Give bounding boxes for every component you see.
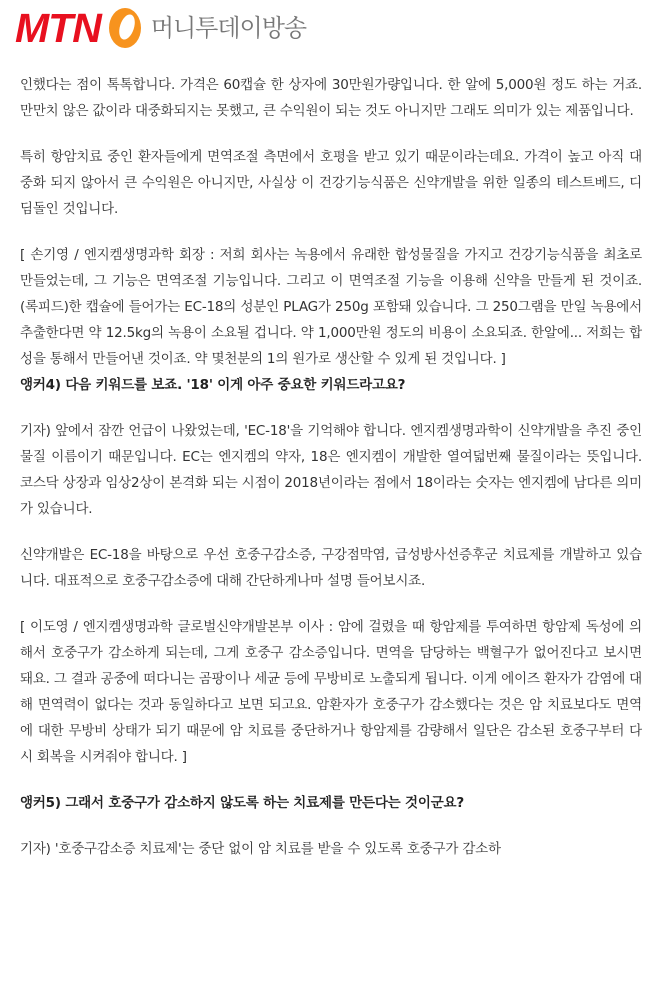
interview-quote: [ 이도영 / 엔지켐생명과학 글로벌신약개발본부 이사 : 암에 걸렸을 때 항암제를 투여하면 항암제 독성에 의해서 호중구가 감소하게 되는데, 그게 호중구 감소증입니다. 면역을 담당하는 백혈구가 없어진다고 보시면 돼요. 그 결과 공중에 떠다니는 곰팡이나 세균 등에 무방비로 노출되게 됩니다. 이게 에이즈 환자가 감염에 대해 면역력이 없다는 것과 동일하다고 보면 되고요. 암환자가 호중구가 감소했다는 것은 암 치료보다도 면역에 대한 무방비 상태가 되기 때문에 암 치료를 중단하거나 항암제를 감량해서 일단은 감소된 호중구부터 다시 회복을 시켜줘야 합니다. ] xyxy=(20,619,642,765)
article-body xyxy=(20,72,642,862)
article-paragraph: 신약개발은 EC-18을 바탕으로 우선 호중구감소증, 구강점막염, 급성방사선증후군 치료제를 개발하고 있습니다. 대표적으로 호중구감소증에 대해 간단하게나마 설명 들어보시죠. xyxy=(20,547,642,589)
article-paragraph: 인했다는 점이 톡톡합니다. 가격은 60캡슐 한 상자에 30만원가량입니다. 한 알에 5,000원 정도 하는 거죠. 만만치 않은 값이라 대중화되지는 못했고, 큰 수익원이 되는 것도 아니지만 그래도 의미가 있는 제품입니다. xyxy=(20,77,642,119)
interview-quote: [ 손기영 / 엔지켐생명과학 회장 : 저희 회사는 녹용에서 유래한 합성물질을 가지고 건강기능식품을 최초로 만들었는데, 그 기능은 면역조절 기능입니다. 그리고 이 면역조절 기능을 이용해 신약을 만들게 된 것이죠. (록피드)한 캡슐에 들어가는 EC-18의 성분인 PLAG가 250g 포함돼 있습니다. 그 250그램을 만일 녹용에서 추출한다면 약 12.5kg의 녹용이 소요될 겁니다. 약 1,000만원 정도의 비용이 소요되죠. 한알에... 저희는 합성을 통해서 만들어낸 것이죠. 약 몇천분의 1의 원가로 생산할 수 있게 된 것입니다. ] xyxy=(20,247,642,367)
logo-mtn-text: MTN xyxy=(15,5,101,51)
article-paragraph: 기자) '호중구감소증 치료제'는 중단 없이 암 치료를 받을 수 있도록 호중구가 감소하 xyxy=(20,841,501,857)
logo-ring-icon xyxy=(105,6,145,50)
anchor-question: 앵커4) 다음 키워드를 보죠. '18' 이게 아주 중요한 키워드라고요? xyxy=(20,377,406,393)
logo-korean-text: 머니투데이방송 xyxy=(150,14,307,42)
article-paragraph: 특히 항암치료 중인 환자들에게 면역조절 측면에서 호평을 받고 있기 때문이라는데요. 가격이 높고 아직 대중화 되지 않아서 큰 수익원은 아니지만, 사실상 이 건강기능식품은 신약개발을 위한 일종의 테스트베드, 디딤돌인 것입니다. xyxy=(20,149,642,217)
article-paragraph: 기자) 앞에서 잠깐 언급이 나왔었는데, 'EC-18'을 기억해야 합니다. 엔지켐생명과학이 신약개발을 추진 중인 물질 이름이기 때문입니다. EC는 엔지켐의 약자, 18은 엔지켐이 개발한 열여덟번째 물질이라는 뜻입니다. 코스닥 상장과 임상2상이 본격화 되는 시점이 2018년이라는 점에서 18이라는 숫자는 엔지켐에 남다른 의미가 있습니다. xyxy=(20,423,642,517)
anchor-question: 앵커5) 그래서 호중구가 감소하지 않도록 하는 치료제를 만든다는 것이군요? xyxy=(20,795,465,811)
mtn-logo[interactable] xyxy=(15,6,306,50)
site-header xyxy=(0,0,662,62)
